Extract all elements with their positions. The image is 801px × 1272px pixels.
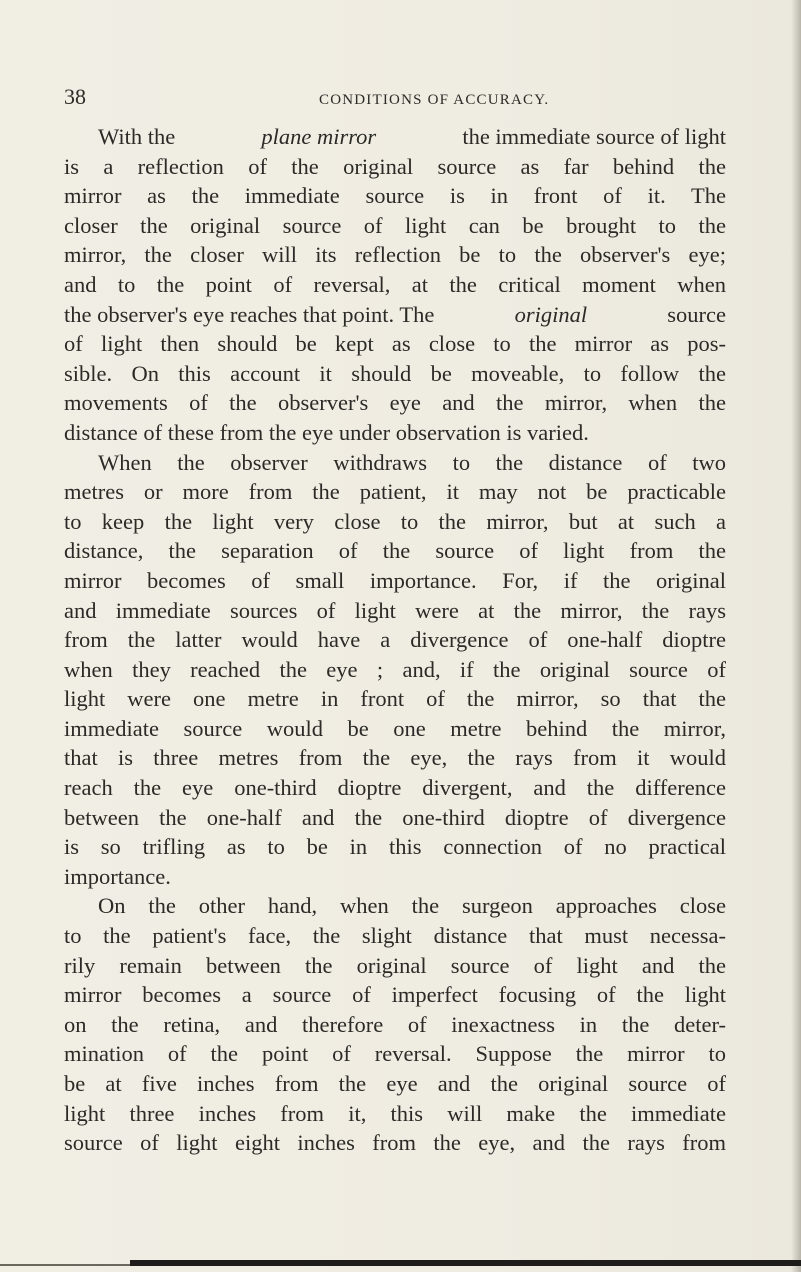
text-line: of light then should be kept as close to the mirror as pos- [64,331,726,357]
paragraph [64,122,726,448]
italic-term: original [514,301,588,327]
text-line: mirror becomes a source of imperfect focusing of the light [64,982,726,1008]
text-run: With the [98,124,181,149]
text-line: between the one-half and the one-third dioptre of divergence [64,804,726,830]
text-line: from the latter would have a divergence of one-half dioptre [64,627,726,653]
body-text [64,122,726,1158]
text-line: source of light eight inches from the eye, and the rays from [64,1130,726,1156]
text-line: metres or more from the patient, it may not be practicable [64,479,726,505]
text-line: light three inches from it, this will make the immediate [64,1100,726,1126]
text-line [64,300,726,330]
page-header [64,84,724,114]
page-number: 38 [64,84,86,109]
text-run: source [661,301,726,327]
text-line: mirror becomes of small importance. For, if the original [64,567,726,593]
text-line: when they reached the eye ; and, if the original source of [64,656,726,682]
italic-term: plane mirror [261,124,377,149]
text-line: reach the eye one-third dioptre divergent, and the difference [64,775,726,801]
text-line: rily remain between the original source of light and the [64,952,726,978]
bottom-edge-thin [0,1264,130,1266]
text-line: mirror, the closer will its reflection be to the observer's eye; [64,242,726,268]
text-line: When the observer withdraws to the distance of two [98,449,726,475]
text-line [64,122,726,152]
running-head: CONDITIONS OF ACCURACY. [319,92,550,108]
text-line: On the other hand, when the surgeon approaches close [98,893,726,919]
text-line: and to the point of reversal, at the critical moment when [64,271,726,297]
text-line: to the patient's face, the slight distance that must necessa- [64,923,726,949]
text-run: the observer's eye reaches that point. The [64,301,440,327]
text-line: closer the original source of light can be brought to the [64,212,726,238]
text-line: is so trifling as to be in this connection of no practical [64,834,726,860]
text-line: distance of these from the eye under observation is varied. [64,419,589,445]
text-line: importance. [64,863,171,889]
text-line: movements of the observer's eye and the mirror, when the [64,390,726,416]
text-line: on the retina, and therefore of inexactness in the deter- [64,1011,726,1037]
text-line: immediate source would be one metre behind the mirror, [64,715,726,741]
text-line: to keep the light very close to the mirror, but at such a [64,508,726,534]
text-run: the immediate source of light [456,124,726,149]
text-line: mination of the point of reversal. Suppose the mirror to [64,1041,726,1067]
text-line: sible. On this account it should be moveable, to follow the [64,360,726,386]
text-line: mirror as the immediate source is in front of it. The [64,183,726,209]
text-line: is a reflection of the original source as far behind the [64,153,726,179]
paragraph [64,891,726,1157]
paragraph [64,448,726,892]
text-line: distance, the separation of the source of light from the [64,538,726,564]
text-line: that is three metres from the eye, the rays from it would [64,745,726,771]
bottom-edge-band [130,1260,801,1266]
page-edge-shadow [791,0,801,1272]
text-line: light were one metre in front of the mirror, so that the [64,686,726,712]
text-line: and immediate sources of light were at the mirror, the rays [64,597,726,623]
text-line: be at five inches from the eye and the original source of [64,1071,726,1096]
